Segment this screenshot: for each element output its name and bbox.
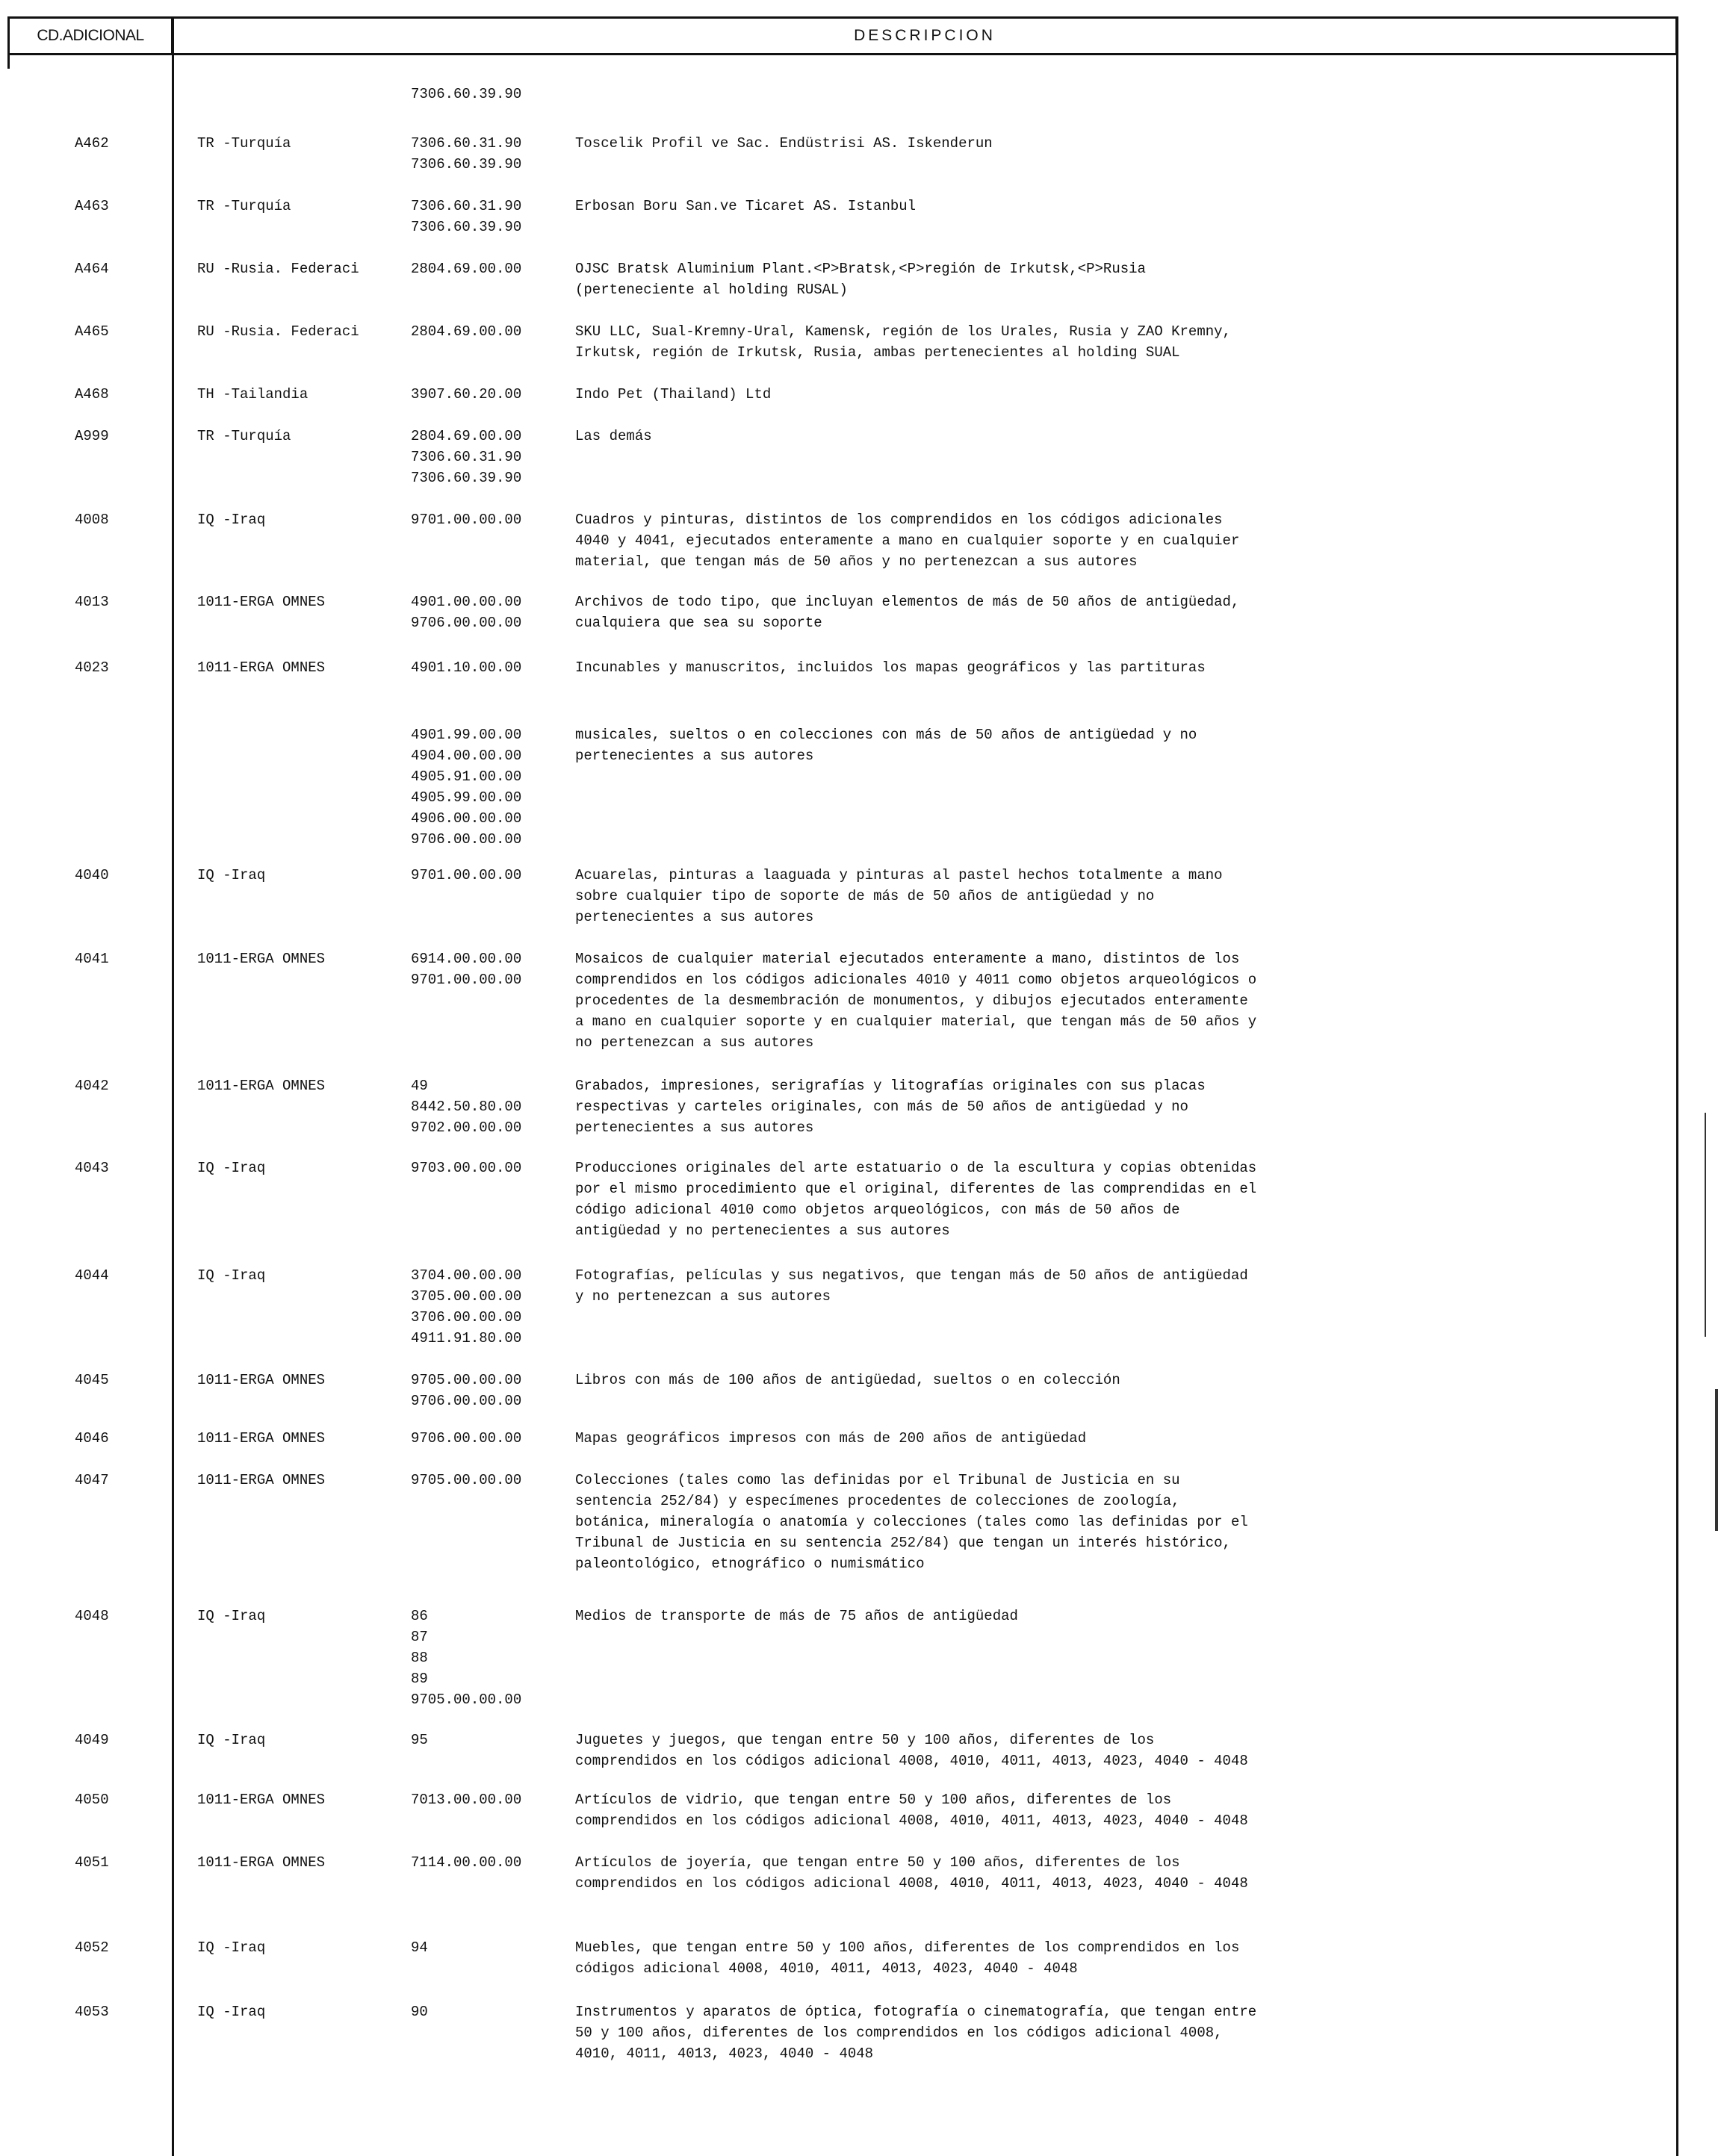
country-origin: IQ -Iraq <box>197 867 266 883</box>
tariff-code: 4905.99.00.00 <box>411 789 522 806</box>
description-line: y no pertenezcan a sus autores <box>575 1288 831 1305</box>
tariff-code: 9705.00.00.00 <box>411 1691 522 1708</box>
description-line: pertenecientes a sus autores <box>575 909 814 925</box>
description-text <box>575 1606 1382 1627</box>
tariff-code: 9703.00.00.00 <box>411 1160 522 1176</box>
additional-code: 4042 <box>75 1078 109 1094</box>
tariff-code: 4906.00.00.00 <box>411 810 522 827</box>
tariff-code-list <box>411 1606 560 1710</box>
description-line: a mano en cualquier soporte y en cualquier material, que tengan más de 50 años y <box>575 1013 1257 1030</box>
additional-code: 4049 <box>75 1732 109 1748</box>
additional-code: A462 <box>75 135 109 152</box>
additional-code: 4051 <box>75 1854 109 1871</box>
tariff-code: 7306.60.31.90 <box>411 135 522 152</box>
description-line: Mapas geográficos impresos con más de 200 años de antigüedad <box>575 1430 1087 1447</box>
description-line: Erbosan Boru San.ve Ticaret AS. Istanbul <box>575 198 917 214</box>
tariff-code: 49 <box>411 1078 428 1094</box>
tariff-code: 9702.00.00.00 <box>411 1119 522 1136</box>
description-line: Las demás <box>575 428 652 444</box>
tariff-code: 4901.00.00.00 <box>411 594 522 610</box>
description-line: procedentes de la desmembración de monumentos, y dibujos ejecutados enteramente <box>575 992 1248 1009</box>
tariff-code: 90 <box>411 2004 428 2020</box>
country-origin: 1011-ERGA OMNES <box>197 1472 326 1488</box>
country-origin: 1011-ERGA OMNES <box>197 951 326 967</box>
description-line: (perteneciente al holding RUSAL) <box>575 282 848 298</box>
description-text <box>575 865 1382 928</box>
tariff-code: 7306.60.39.90 <box>411 470 522 486</box>
additional-code: 4047 <box>75 1472 109 1488</box>
tariff-code-list <box>411 426 560 488</box>
additional-code: A468 <box>75 386 109 403</box>
additional-code: 4008 <box>75 512 109 528</box>
right-border-rule <box>1676 16 1678 2156</box>
tariff-code: 4901.10.00.00 <box>411 659 522 676</box>
tariff-code-list <box>411 133 560 175</box>
tariff-code-list <box>411 1730 560 1750</box>
tariff-code: 9701.00.00.00 <box>411 867 522 883</box>
tariff-code: 4904.00.00.00 <box>411 748 522 764</box>
description-line: cualquiera que sea su soporte <box>575 615 822 631</box>
tariff-code: 89 <box>411 1671 428 1687</box>
tariff-code-list <box>411 84 560 105</box>
tariff-code: 7306.60.31.90 <box>411 198 522 214</box>
description-line: comprendidos en los códigos adicional 4008, 4010, 4011, 4013, 4023, 4040 - 4048 <box>575 1812 1248 1829</box>
tariff-code-list <box>411 321 560 342</box>
tariff-code: 2804.69.00.00 <box>411 428 522 444</box>
description-text <box>575 1370 1382 1391</box>
description-line: no pertenezcan a sus autores <box>575 1034 814 1051</box>
country-origin: 1011-ERGA OMNES <box>197 1078 326 1094</box>
description-text <box>575 2001 1382 2064</box>
tariff-code-list <box>411 1470 560 1491</box>
tariff-code: 86 <box>411 1608 428 1624</box>
country-origin: IQ -Iraq <box>197 1732 266 1748</box>
description-text <box>575 657 1382 678</box>
additional-code: 4044 <box>75 1267 109 1284</box>
description-line: códigos adicional 4008, 4010, 4011, 4013, 4023, 4040 - 4048 <box>575 1960 1078 1977</box>
tariff-code: 9706.00.00.00 <box>411 1430 522 1447</box>
description-text <box>575 1937 1382 1979</box>
description-line: pertenecientes a sus autores <box>575 1119 814 1136</box>
tariff-code-list <box>411 1370 560 1411</box>
description-text <box>575 321 1382 363</box>
country-origin: IQ -Iraq <box>197 1160 266 1176</box>
tariff-code: 9706.00.00.00 <box>411 615 522 631</box>
description-line: SKU LLC, Sual-Kremny-Ural, Kamensk, región de los Urales, Rusia y ZAO Kremny, <box>575 323 1231 340</box>
additional-code: 4052 <box>75 1939 109 1956</box>
description-text <box>575 426 1382 447</box>
description-line: OJSC Bratsk Aluminium Plant.<P>Bratsk,<P>región de Irkutsk,<P>Rusia <box>575 261 1146 277</box>
tariff-code-list <box>411 657 560 678</box>
tariff-code: 7013.00.00.00 <box>411 1792 522 1808</box>
additional-code: 4040 <box>75 867 109 883</box>
description-line: Toscelik Profil ve Sac. Endüstrisi AS. Iskenderun <box>575 135 993 152</box>
description-line: Libros con más de 100 años de antigüedad, sueltos o en colección <box>575 1372 1120 1388</box>
description-text <box>575 1852 1382 1894</box>
tariff-code: 6914.00.00.00 <box>411 951 522 967</box>
additional-code: 4046 <box>75 1430 109 1447</box>
tariff-code: 4905.91.00.00 <box>411 768 522 785</box>
additional-code: A999 <box>75 428 109 444</box>
tariff-code: 7306.60.31.90 <box>411 449 522 465</box>
tariff-code: 9705.00.00.00 <box>411 1472 522 1488</box>
description-text <box>575 1428 1382 1449</box>
description-text <box>575 1470 1382 1574</box>
country-origin: TR -Turquía <box>197 198 291 214</box>
additional-code: 4053 <box>75 2004 109 2020</box>
tariff-code-list <box>411 384 560 405</box>
description-line: sentencia 252/84) y especímenes procedentes de colecciones de zoología, <box>575 1493 1180 1509</box>
additional-code: A464 <box>75 261 109 277</box>
additional-code: 4013 <box>75 594 109 610</box>
description-line: Tribunal de Justicia en su sentencia 252/84) que tengan un interés histórico, <box>575 1535 1231 1551</box>
additional-code: 4050 <box>75 1792 109 1808</box>
description-text <box>575 1158 1382 1241</box>
description-text <box>575 948 1382 1053</box>
tariff-code: 7306.60.39.90 <box>411 156 522 173</box>
tariff-code-list <box>411 1265 560 1349</box>
country-origin: TR -Turquía <box>197 428 291 444</box>
tariff-code: 3706.00.00.00 <box>411 1309 522 1326</box>
tariff-code-list <box>411 1158 560 1178</box>
tariff-code: 7306.60.39.90 <box>411 219 522 235</box>
country-origin: IQ -Iraq <box>197 2004 266 2020</box>
tariff-code: 4901.99.00.00 <box>411 727 522 743</box>
description-text <box>575 591 1382 633</box>
description-line: Irkutsk, región de Irkutsk, Rusia, ambas pertenecientes al holding SUAL <box>575 344 1180 361</box>
description-line: código adicional 4010 como objetos arqueológicos, con más de 50 años de <box>575 1202 1180 1218</box>
description-text <box>575 509 1382 572</box>
description-line: Producciones originales del arte estatuario o de la escultura y copias obtenidas <box>575 1160 1257 1176</box>
tariff-code-list <box>411 724 560 850</box>
description-line: paleontológico, etnográfico o numismático <box>575 1556 925 1572</box>
tariff-code-list <box>411 1075 560 1138</box>
description-line: 50 y 100 años, diferentes de los comprendidos en los códigos adicional 4008, <box>575 2025 1223 2041</box>
country-origin: 1011-ERGA OMNES <box>197 1430 326 1447</box>
tariff-code: 87 <box>411 1629 428 1645</box>
tariff-code: 94 <box>411 1939 428 1956</box>
description-line: Fotografías, películas y sus negativos, que tengan más de 50 años de antigüedad <box>575 1267 1248 1284</box>
additional-code: 4045 <box>75 1372 109 1388</box>
tariff-code: 3705.00.00.00 <box>411 1288 522 1305</box>
tariff-code-list <box>411 1428 560 1449</box>
additional-code: 4023 <box>75 659 109 676</box>
country-origin: IQ -Iraq <box>197 512 266 528</box>
description-line: por el mismo procedimiento que el original, diferentes de las comprendidas en el <box>575 1181 1257 1197</box>
description-line: Indo Pet (Thailand) Ltd <box>575 386 772 403</box>
description-line: Juguetes y juegos, que tengan entre 50 y 100 años, diferentes de los <box>575 1732 1155 1748</box>
scan-artifact-mark <box>1705 1113 1706 1337</box>
tariff-code: 4911.91.80.00 <box>411 1330 522 1346</box>
tariff-code-list <box>411 1789 560 1810</box>
column-header-code: CD.ADICIONAL <box>7 16 173 55</box>
tariff-code-list <box>411 865 560 886</box>
description-line: antigüedad y no pertenecientes a sus autores <box>575 1223 950 1239</box>
tariff-code: 2804.69.00.00 <box>411 261 522 277</box>
description-line: Medios de transporte de más de 75 años de antigüedad <box>575 1608 1018 1624</box>
tariff-code: 7114.00.00.00 <box>411 1854 522 1871</box>
description-line: respectivas y carteles originales, con más de 50 años de antigüedad y no <box>575 1099 1188 1115</box>
tariff-code: 3907.60.20.00 <box>411 386 522 403</box>
description-line: Mosaicos de cualquier material ejecutados enteramente a mano, distintos de los <box>575 951 1240 967</box>
description-line: material, que tengan más de 50 años y no pertenezcan a sus autores <box>575 553 1138 570</box>
country-origin: 1011-ERGA OMNES <box>197 659 326 676</box>
country-origin: IQ -Iraq <box>197 1608 266 1624</box>
description-text <box>575 1075 1382 1138</box>
tariff-code-list <box>411 1937 560 1958</box>
description-line: Incunables y manuscritos, incluidos los mapas geográficos y las partituras <box>575 659 1206 676</box>
description-line: Artículos de vidrio, que tengan entre 50 y 100 años, diferentes de los <box>575 1792 1172 1808</box>
tariff-code: 95 <box>411 1732 428 1748</box>
additional-code: 4041 <box>75 951 109 967</box>
tariff-code: 88 <box>411 1650 428 1666</box>
left-border-rule <box>7 16 10 69</box>
description-text <box>575 196 1382 217</box>
description-text <box>575 133 1382 154</box>
description-line: comprendidos en los códigos adicional 4008, 4010, 4011, 4013, 4023, 4040 - 4048 <box>575 1875 1248 1892</box>
description-text <box>575 1730 1382 1771</box>
additional-code: 4048 <box>75 1608 109 1624</box>
description-text <box>575 724 1382 766</box>
description-line: Colecciones (tales como las definidas por el Tribunal de Justicia en su <box>575 1472 1180 1488</box>
description-line: comprendidos en los códigos adicional 4008, 4010, 4011, 4013, 4023, 4040 - 4048 <box>575 1753 1248 1769</box>
country-origin: RU -Rusia. Federaci <box>197 323 359 340</box>
tariff-code: 9706.00.00.00 <box>411 831 522 848</box>
description-line: 4010, 4011, 4013, 4023, 4040 - 4048 <box>575 2045 874 2062</box>
country-origin: 1011-ERGA OMNES <box>197 594 326 610</box>
tariff-code: 8442.50.80.00 <box>411 1099 522 1115</box>
tariff-code-list <box>411 509 560 530</box>
description-line: Acuarelas, pinturas a laaguada y pinturas al pastel hechos totalmente a mano <box>575 867 1223 883</box>
description-line: Artículos de joyería, que tengan entre 50 y 100 años, diferentes de los <box>575 1854 1180 1871</box>
column-divider-rule <box>172 16 174 2156</box>
description-line: botánica, mineralogía o anatomía y colecciones (tales como las definidas por el <box>575 1514 1248 1530</box>
country-origin: 1011-ERGA OMNES <box>197 1372 326 1388</box>
country-origin: TR -Turquía <box>197 135 291 152</box>
description-line: Muebles, que tengan entre 50 y 100 años, diferentes de los comprendidos en los <box>575 1939 1240 1956</box>
description-line: Grabados, impresiones, serigrafías y litografías originales con sus placas <box>575 1078 1206 1094</box>
country-origin: 1011-ERGA OMNES <box>197 1792 326 1808</box>
description-text <box>575 1789 1382 1831</box>
tariff-code: 9701.00.00.00 <box>411 512 522 528</box>
additional-code: A463 <box>75 198 109 214</box>
description-line: Cuadros y pinturas, distintos de los comprendidos en los códigos adicionales <box>575 512 1223 528</box>
description-line: comprendidos en los códigos adicionales 4010 y 4011 como objetos arqueológicos o <box>575 972 1257 988</box>
tariff-code-list <box>411 258 560 279</box>
tariff-code: 2804.69.00.00 <box>411 323 522 340</box>
country-origin: TH -Tailandia <box>197 386 308 403</box>
description-line: 4040 y 4041, ejecutados enteramente a mano en cualquier soporte y en cualquier <box>575 532 1240 549</box>
description-line: Archivos de todo tipo, que incluyan elementos de más de 50 años de antigüedad, <box>575 594 1240 610</box>
tariff-code: 9706.00.00.00 <box>411 1393 522 1409</box>
tariff-code: 7306.60.39.90 <box>411 86 522 102</box>
country-origin: 1011-ERGA OMNES <box>197 1854 326 1871</box>
country-origin: IQ -Iraq <box>197 1939 266 1956</box>
description-line: sobre cualquier tipo de soporte de más de 50 años de antigüedad y no <box>575 888 1155 904</box>
tariff-code: 9701.00.00.00 <box>411 972 522 988</box>
column-header-description: DESCRIPCION <box>172 16 1678 55</box>
additional-code: 4043 <box>75 1160 109 1176</box>
description-line: Instrumentos y aparatos de óptica, fotografía o cinematografía, que tengan entre <box>575 2004 1257 2020</box>
tariff-code-list <box>411 948 560 990</box>
tariff-code: 9705.00.00.00 <box>411 1372 522 1388</box>
additional-code: A465 <box>75 323 109 340</box>
tariff-code: 3704.00.00.00 <box>411 1267 522 1284</box>
tariff-code-list <box>411 591 560 633</box>
tariff-code-list <box>411 196 560 237</box>
description-text <box>575 1265 1382 1307</box>
tariff-code-list <box>411 2001 560 2022</box>
description-line: musicales, sueltos o en colecciones con más de 50 años de antigüedad y no <box>575 727 1197 743</box>
country-origin: IQ -Iraq <box>197 1267 266 1284</box>
description-line: pertenecientes a sus autores <box>575 748 814 764</box>
scan-artifact-mark <box>1715 1389 1718 1531</box>
description-text <box>575 384 1382 405</box>
tariff-code-list <box>411 1852 560 1873</box>
description-text <box>575 258 1382 300</box>
country-origin: RU -Rusia. Federaci <box>197 261 359 277</box>
